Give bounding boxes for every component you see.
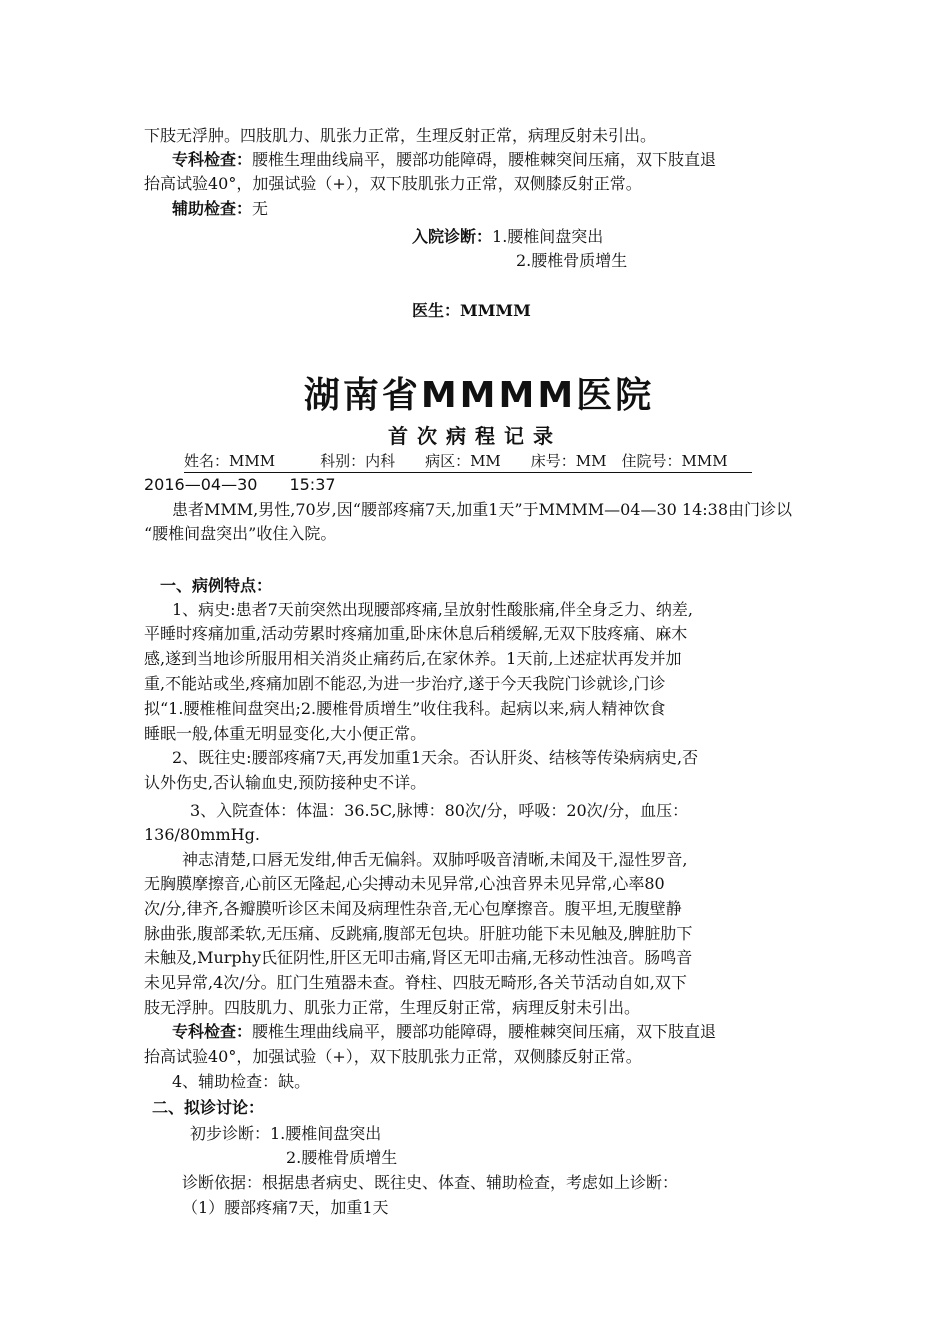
record-title: 首次病程记录	[388, 424, 562, 448]
intro-line: “腰椎间盘突出”收住入院。	[144, 524, 337, 543]
special-exam-line	[172, 148, 716, 172]
section-title: 二、拟诊讨论：	[152, 1098, 265, 1117]
history-line: 平睡时疼痛加重,活动劳累时疼痛加重,卧床休息后稍缓解,无双下肢疼痛、麻木	[144, 624, 688, 643]
special-exam-text: 腰椎生理曲线扁平，腰部功能障碍，腰椎棘突间压痛，双下肢直退	[252, 150, 717, 169]
exam-detail-line: 神志清楚,口唇无发绀,伸舌无偏斜。双肺呼吸音清晰,未闻及干,湿性罗音,	[182, 850, 688, 869]
section-title: 一、病例特点：	[160, 576, 273, 595]
exam-detail-line: 未触及,Murphy氏征阴性,肝区无叩击痛,肾区无叩击痛,无移动性浊音。肠鸣音	[144, 948, 693, 967]
intro-line: 患者MMM,男性,70岁,因“腰部疼痛7天,加重1天”于MMMM—04—30 14:38由门诊以	[172, 500, 793, 519]
special-exam-text: 腰椎生理曲线扁平，腰部功能障碍，腰椎棘突间压痛，双下肢直退	[252, 1022, 717, 1041]
exam-detail-line: 无胸膜摩擦音,心前区无隆起,心尖搏动未见异常,心浊音界未见异常,心率80	[144, 874, 665, 893]
history-line: 1、病史:患者7天前突然出现腰部疼痛,呈放射性酸胀痛,伴全身乏力、纳差,	[172, 600, 694, 619]
text-line: 抬高试验40°，加强试验（+），双下肢肌张力正常，双侧膝反射正常。	[144, 174, 642, 193]
exam-detail-line: 次/分,律齐,各瓣膜听诊区未闻及病理性杂音,无心包摩擦音。腹平坦,无腹壁静	[144, 899, 682, 918]
aux-exam-line	[172, 197, 268, 221]
diagnosis-item: 2.腰椎骨质增生	[286, 1148, 398, 1167]
aux-exam-text: 无	[252, 199, 269, 218]
text-line: 抬高试验40°，加强试验（+），双下肢肌张力正常，双侧膝反射正常。	[144, 1047, 642, 1066]
exam-line: 136/80mmHg.	[144, 825, 260, 844]
history-line: 拟“1.腰椎椎间盘突出;2.腰椎骨质增生”收住我科。起病以来,病人精神饮食	[144, 699, 666, 718]
hospital-name: 湖南省MMMM医院	[303, 375, 655, 416]
diagnosis-item: 1.腰椎间盘突出	[492, 227, 604, 246]
exam-line: 3、入院查体：体温：36.5C,脉博：80次/分，呼吸：20次/分，血压：	[190, 801, 689, 820]
exam-detail-line: 脉曲张,腹部柔软,无压痛、反跳痛,腹部无包块。肝脏功能下未见触及,脾脏肋下	[144, 924, 693, 943]
text-line: 下肢无浮肿。四肢肌力、肌张力正常，生理反射正常，病理反射未引出。	[144, 126, 657, 145]
diagnosis-item: 2.腰椎骨质增生	[516, 251, 628, 270]
diagnosis-basis: 诊断依据：根据患者病史、既往史、体查、辅助检查，考虑如上诊断：	[182, 1173, 679, 1192]
special-exam-line	[172, 1020, 716, 1044]
special-exam-label: 专科检查：	[172, 150, 253, 169]
history-line: 感,遂到当地诊所服用相关消炎止痛药后,在家休养。1天前,上述症状再发并加	[144, 649, 682, 668]
special-exam-label: 专科检查：	[172, 1022, 253, 1041]
aux-exam-label: 辅助检查：	[172, 199, 253, 218]
aux-exam-line: 4、辅助检查：缺。	[172, 1072, 311, 1091]
past-history-line: 认外伤史,否认输血史,预防接种史不详。	[144, 773, 427, 792]
basis-point: （1）腰部疼痛7天，加重1天	[182, 1198, 389, 1217]
patient-info: 姓名：MMM 科别：内科 病区：MM 床号：MM 住院号：MMM	[184, 450, 752, 473]
record-datetime: 2016—04—30 15:37	[144, 475, 336, 494]
admission-diagnosis-label: 入院诊断：	[412, 227, 493, 246]
history-line: 重,不能站或坐,疼痛加剧不能忍,为进一步治疗,遂于今天我院门诊就诊,门诊	[144, 674, 666, 693]
admission-diagnosis	[412, 225, 603, 249]
doctor-signature: 医生：MMMM	[412, 301, 531, 320]
exam-detail-line: 肢无浮肿。四肢肌力、肌张力正常，生理反射正常，病理反射未引出。	[144, 998, 641, 1017]
exam-detail-line: 未见异常,4次/分。肛门生殖器未查。脊柱、四肢无畸形,各关节活动自如,双下	[144, 973, 687, 992]
preliminary-diagnosis: 初步诊断：1.腰椎间盘突出	[190, 1124, 382, 1143]
history-line: 睡眠一般,体重无明显变化,大小便正常。	[144, 724, 427, 743]
past-history-line: 2、既往史:腰部疼痛7天,再发加重1天余。否认肝炎、结核等传染病病史,否	[172, 748, 699, 767]
